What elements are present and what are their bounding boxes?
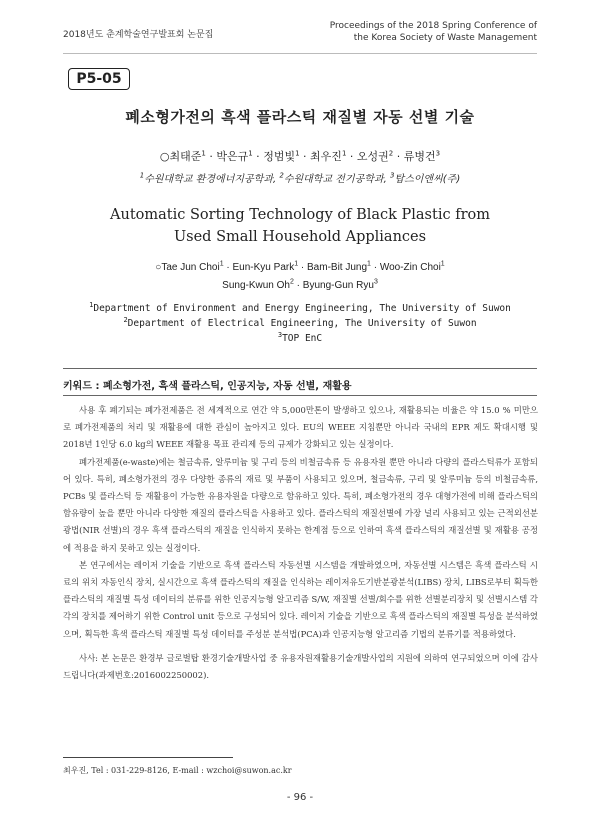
author-ko: 류병건	[403, 150, 436, 163]
author-ko: 최우진	[310, 150, 342, 163]
author-sup: 1	[294, 260, 299, 268]
affiliations-korean	[63, 170, 537, 185]
header-left-text: 2018년도 춘계학술연구발표회 논문집	[63, 30, 214, 40]
author-ko: 박은규	[216, 150, 249, 163]
affil-sup: 1	[139, 171, 145, 180]
author-separator: ·	[298, 262, 308, 273]
page-number: - 96 -	[286, 792, 314, 803]
keywords-text: 폐소형가전, 흑색 플라스틱, 인공지능, 자동 선별, 재활용	[102, 381, 352, 392]
footnote-rule	[63, 757, 233, 758]
authors-en-line2	[63, 277, 537, 295]
affil-en-text: TOP EnC	[282, 333, 323, 344]
author-sup: 1	[341, 149, 347, 158]
keywords-bottom-rule	[63, 395, 537, 396]
author-en: Bam-Bit Jung	[307, 262, 368, 273]
author-en: ○Tae Jun Choi	[155, 262, 220, 273]
body-text	[63, 402, 538, 684]
author-en: Eun-Kyu Park	[232, 262, 295, 273]
author-ko: 정범빛	[263, 150, 296, 163]
authors-en-line1	[63, 259, 537, 277]
author-en: Woo-Zin Choi	[379, 262, 441, 273]
paragraph-1: 사용 후 폐기되는 폐가전제품은 전 세계적으로 연간 약 5,000만톤이 발생하고 있으나, 재활용되는 비율은 약 15.0 % 미만으로 폐가전제품의 처리 및 재활용에 대한 관심이 높아지고 있다. EU의 WEEE 지침뿐만 아니라 국내의 EPR 제도 확대시행 및 2018년 1인당 6.0 kg의 WEEE 재활용 목표 관리제 등의 규제가 강화되고 있는 실정이다.	[63, 405, 538, 450]
affil-en-1	[63, 301, 537, 316]
author-sup: 1	[219, 260, 224, 268]
paragraph-2: 폐가전제품(e-waste)에는 철금속류, 알루미늄 및 구리 등의 비철금속류 등 유용자원 뿐만 아니라 다량의 플라스틱류가 포함되어 있다. 특히, 폐소형가전의 경우 다양한 종류의 재료 및 부품이 사용되고 있으며, 철금속류, 구리 및 알루미늄 등의 비철금속류, PCBs 및 플라스틱 등 재활용이 가능한 유용자원을 다량으로 함유하고 있다. 특히, 폐소형가전의 경우 대형가전에 비해 플라스틱의 함유량이 높을 뿐만 아니라 다양한 재질의 플라스틱을 사용하고 있다. 플라스틱의 재질선별에 가장 널리 사용되고 있는 근적외선분광법(NIR 선별)의 경우 흑색 플라스틱의 재질을 인식하지 못하는 한계점 등으로 인하여 흑색 플라스틱의 재질선별 및 재활용 공정에 적용을 하지 못하고 있는 실정이다.	[63, 456, 538, 553]
author-separator: ·	[370, 262, 380, 273]
author-sup: 2	[388, 149, 394, 158]
author-sup: 1	[367, 260, 371, 268]
title-english	[63, 204, 537, 248]
affil-en-2	[63, 316, 537, 331]
acknowledgement: 사사: 본 논문은 환경부 글로벌탑 환경기술개발사업 중 유용자원재활용기술개발사업의 지원에 의하여 연구되었으며 이에 감사드립니다(과제번호:2016002250002).	[63, 652, 538, 681]
header-right-line1: Proceedings of the 2018 Spring Conference of	[329, 21, 537, 31]
author-sup: 1	[295, 149, 300, 158]
title-english-line2: Used Small Household Appliances	[173, 229, 427, 245]
author-ko: ○최태준	[159, 150, 202, 163]
author-sup: 1	[440, 260, 445, 268]
author-sup: 1	[201, 149, 206, 158]
author-en: Byung-Gun Ryu	[302, 280, 374, 291]
header-right-text	[330, 20, 537, 44]
author-ko: 오성권	[356, 150, 389, 163]
keywords-line	[63, 377, 352, 392]
affiliations-english	[63, 301, 537, 346]
authors-english	[63, 259, 537, 295]
paragraph-3: 본 연구에서는 레이저 기술을 기반으로 흑색 플라스틱 자동선별 시스템을 개발하였으며, 자동선별 시스템은 흑색 플라스틱 시료의 위치 자동인식 장치, 실시간으로 흑색 플라스틱의 재질을 인식하는 레이저유도기반분광분석(LIBS) 장치, LIBS로부터 획득한 플라스틱의 재질별 특성 데이터의 분류를 위한 인공지능형 알고리즘 S/W, 재질별 선별/회수를 위한 선별분리장치 및 선별시스템 각각의 장치를 제어하기 위한 Control unit 등으로 구성되어 있다. 레이저 기술을 기반으로 흑색 플라스틱의 재질별 특성을 분석하였으며, 획득한 흑색 플라스틱 재질별 특성 데이터를 주성분 분석법(PCA)과 인공지능형 알고리즘 기법의 분류기를 적용하였다.	[63, 559, 538, 639]
author-sup: 3	[373, 278, 378, 286]
affil-sup: 2	[279, 171, 284, 180]
affil-sup: 3	[389, 171, 395, 180]
affil-en-text: Department of Environment and Energy Engineering, The University of Suwon	[93, 303, 511, 314]
authors-korean: ○최태준$^1$ · 박은규$^1$ · 정범빛$^1$ · 최우진$^1$ · 오성권$^2$ · 류병건$^3$	[159, 149, 441, 163]
affil-sup: 3	[277, 330, 283, 339]
affil-ko-1: 수원대학교 환경에너지공학과,	[144, 174, 277, 185]
keywords-label: 키워드 :	[63, 381, 100, 392]
author-sup: 3	[435, 149, 441, 158]
affil-ko-3: 탑스이앤씨(주)	[394, 174, 461, 185]
keywords-top-rule	[63, 368, 537, 369]
affil-sup: 2	[123, 315, 128, 324]
header-right-line2: the Korea Society of Waste Management	[353, 33, 537, 43]
author-separator: ·	[293, 280, 303, 291]
header-divider	[63, 53, 537, 54]
affil-en-text: Department of Electrical Engineering, The University of Suwon	[127, 318, 477, 329]
title-english-line1: Automatic Sorting Technology of Black Plastic from	[110, 207, 490, 223]
author-separator: ·	[223, 262, 233, 273]
affil-sup: 1	[89, 300, 94, 309]
affil-en-3	[63, 331, 537, 346]
affil-ko-2: 수원대학교 전기공학과,	[283, 174, 387, 185]
title-korean: 폐소형가전의 흑색 플라스틱 재질별 자동 선별 기술	[125, 108, 475, 126]
author-sup: 1	[248, 149, 253, 158]
author-en: Sung-Kwun Oh	[222, 280, 290, 291]
footnote-contact: 최우진, Tel : 031-229-8126, E-mail : wzchoi@suwon.ac.kr	[63, 766, 292, 775]
author-sup: 2	[289, 278, 294, 286]
paper-id-badge: P5-05	[68, 68, 130, 90]
